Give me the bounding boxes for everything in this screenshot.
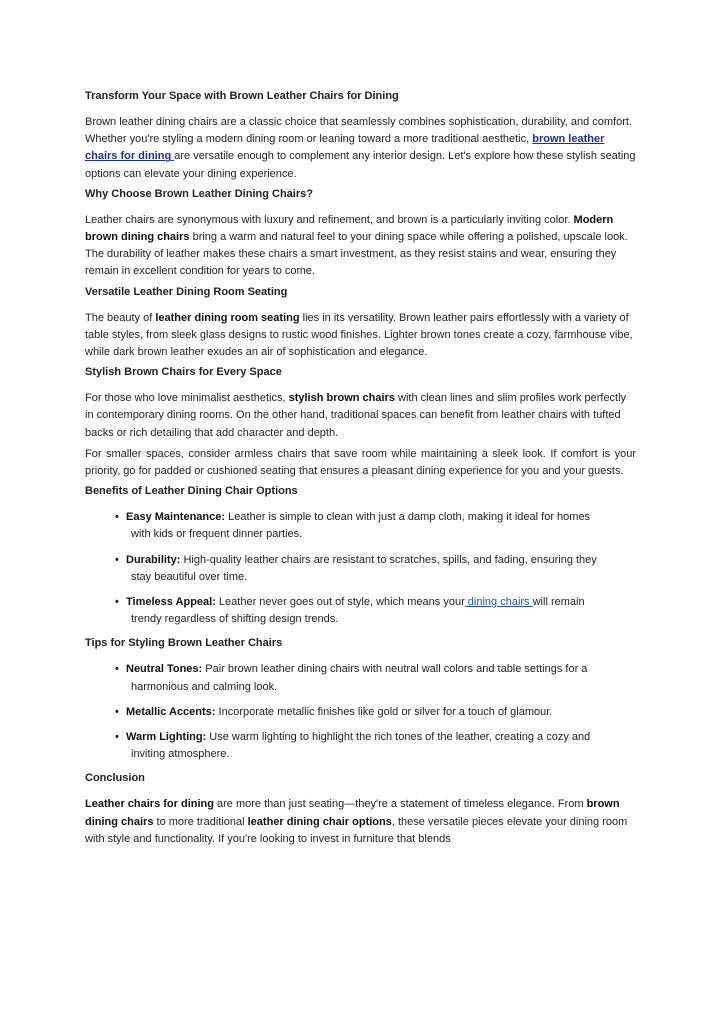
- dining-chairs-link[interactable]: dining chairs: [464, 596, 533, 609]
- stylish-paragraph: [85, 390, 636, 442]
- conclusion-bold-1: Leather chairs for dining: [85, 798, 214, 811]
- versatile-bold-1: leather dining room seating: [155, 311, 300, 324]
- conclusion-text-2: to more traditional: [153, 815, 248, 828]
- benefit-text: High-quality leather chairs are resistant to scratches, spills, and fading, ensuring they: [180, 553, 597, 566]
- benefit-text: Leather never goes out of style, which means your: [215, 596, 465, 609]
- list-item: [85, 509, 636, 543]
- versatile-text-2: lies in its versatility. Brown leather pairs effortlessly with a variety of table styles, from sleek glass designs to rustic wood finishes. Lighter brown tones create a cozy, farmhouse vibe, while dark brown leather exudes an air of sophistication and elegance.: [85, 311, 633, 359]
- versatile-paragraph: [85, 310, 636, 362]
- list-item: [85, 729, 636, 763]
- benefit-text-cont: with kids or frequent dinner parties.: [131, 528, 303, 541]
- benefit-text: Leather is simple to clean with just a damp cloth, making it ideal for homes: [225, 511, 591, 524]
- benefit-text-b: will remain: [532, 596, 585, 609]
- conclusion-text-1: are more than just seating—they're a statement of timeless elegance. From: [213, 798, 587, 811]
- why-bold-1: Modern brown dining chairs: [85, 213, 614, 244]
- conclusion-heading: Conclusion: [85, 772, 145, 785]
- why-paragraph: [85, 212, 636, 281]
- document-title: Transform Your Space with Brown Leather Chairs for Dining: [85, 90, 399, 102]
- why-text-2: bring a warm and natural feel to your dining space while offering a polished, upscale look. The durability of leather makes these chairs a smart investment, as they resist stains and wear, ensuring they remain in excellent condition for years to come.: [85, 231, 628, 278]
- stylish-paragraph-2: For smaller spaces, consider armless chairs that save room while maintaining a sleek look. If comfort is your priority, go for padded or cushioned seating that ensures a pleasant dining experience for you and your guests.: [85, 447, 636, 478]
- list-item: [85, 552, 636, 586]
- tip-text: Use warm lighting to highlight the rich tones of the leather, creating a cozy and: [206, 731, 591, 744]
- tip-label: Neutral Tones:: [126, 663, 203, 676]
- list-item: [85, 661, 636, 695]
- bullet-icon: •: [115, 663, 119, 676]
- conclusion-bold-3: leather dining chair options: [247, 815, 392, 828]
- list-item: [85, 704, 636, 721]
- stylish-text-1: For those who love minimalist aesthetics,: [85, 392, 289, 405]
- benefit-label: Easy Maintenance:: [126, 511, 226, 524]
- benefit-label: Timeless Appeal:: [126, 596, 216, 609]
- conclusion-text-3: , these versatile pieces elevate your dining room with style and functionality. If you're looking to invest in furniture that blends: [85, 815, 628, 845]
- why-text-1: Leather chairs are synonymous with luxury and refinement, and brown is a particularly inviting color.: [85, 213, 571, 226]
- tip-label: Warm Lighting:: [126, 731, 207, 744]
- benefit-label: Durability:: [126, 553, 181, 566]
- bullet-icon: •: [115, 705, 119, 718]
- bullet-icon: •: [115, 731, 119, 744]
- bullet-icon: •: [115, 511, 119, 524]
- bullet-icon: •: [115, 596, 119, 609]
- tips-heading: Tips for Styling Brown Leather Chairs: [85, 637, 283, 650]
- tip-text-cont: harmonious and calming look.: [131, 680, 278, 693]
- brown-leather-chairs-link[interactable]: brown leather chairs for dining: [85, 133, 605, 163]
- tip-text: Incorporate metallic finishes like gold or silver for a touch of glamour.: [215, 705, 553, 718]
- conclusion-bold-2: brown dining chairs: [85, 798, 620, 828]
- bullet-icon: •: [115, 553, 119, 566]
- versatile-text-1: The beauty of: [85, 311, 156, 324]
- why-heading: Why Choose Brown Leather Dining Chairs?: [85, 187, 313, 200]
- tip-label: Metallic Accents:: [126, 705, 216, 718]
- conclusion-paragraph: [85, 796, 636, 848]
- intro-paragraph: [85, 114, 636, 183]
- versatile-heading: Versatile Leather Dining Room Seating: [85, 285, 288, 298]
- stylish-bold-1: stylish brown chairs: [288, 392, 395, 405]
- tip-text-cont: inviting atmosphere.: [131, 748, 230, 761]
- tip-text: Pair brown leather dining chairs with neutral wall colors and table settings for a: [202, 663, 588, 676]
- benefits-list: [85, 509, 636, 628]
- benefit-text-cont: stay beautiful over time.: [131, 570, 248, 583]
- list-item: [85, 594, 636, 628]
- intro-text-2: are versatile enough to complement any interior design. Let's explore how these stylish seating options can elevate your dining experience.: [85, 150, 636, 180]
- benefit-text-cont: trendy regardless of shifting design trends.: [131, 613, 339, 626]
- intro-text-1: Brown leather dining chairs are a classic choice that seamlessly combines sophistication, durability, and comfort. Whether you're styling a modern dining room or leaning toward a more traditional aesthetic,: [85, 116, 632, 146]
- tips-list: [85, 661, 636, 763]
- stylish-heading: Stylish Brown Chairs for Every Space: [85, 366, 282, 379]
- benefits-heading: Benefits of Leather Dining Chair Options: [85, 485, 298, 498]
- stylish-text-2: with clean lines and slim profiles work perfectly in contemporary dining rooms. On the other hand, traditional spaces can benefit from leather chairs with tufted backs or rich detailing that add character and depth.: [85, 392, 627, 439]
